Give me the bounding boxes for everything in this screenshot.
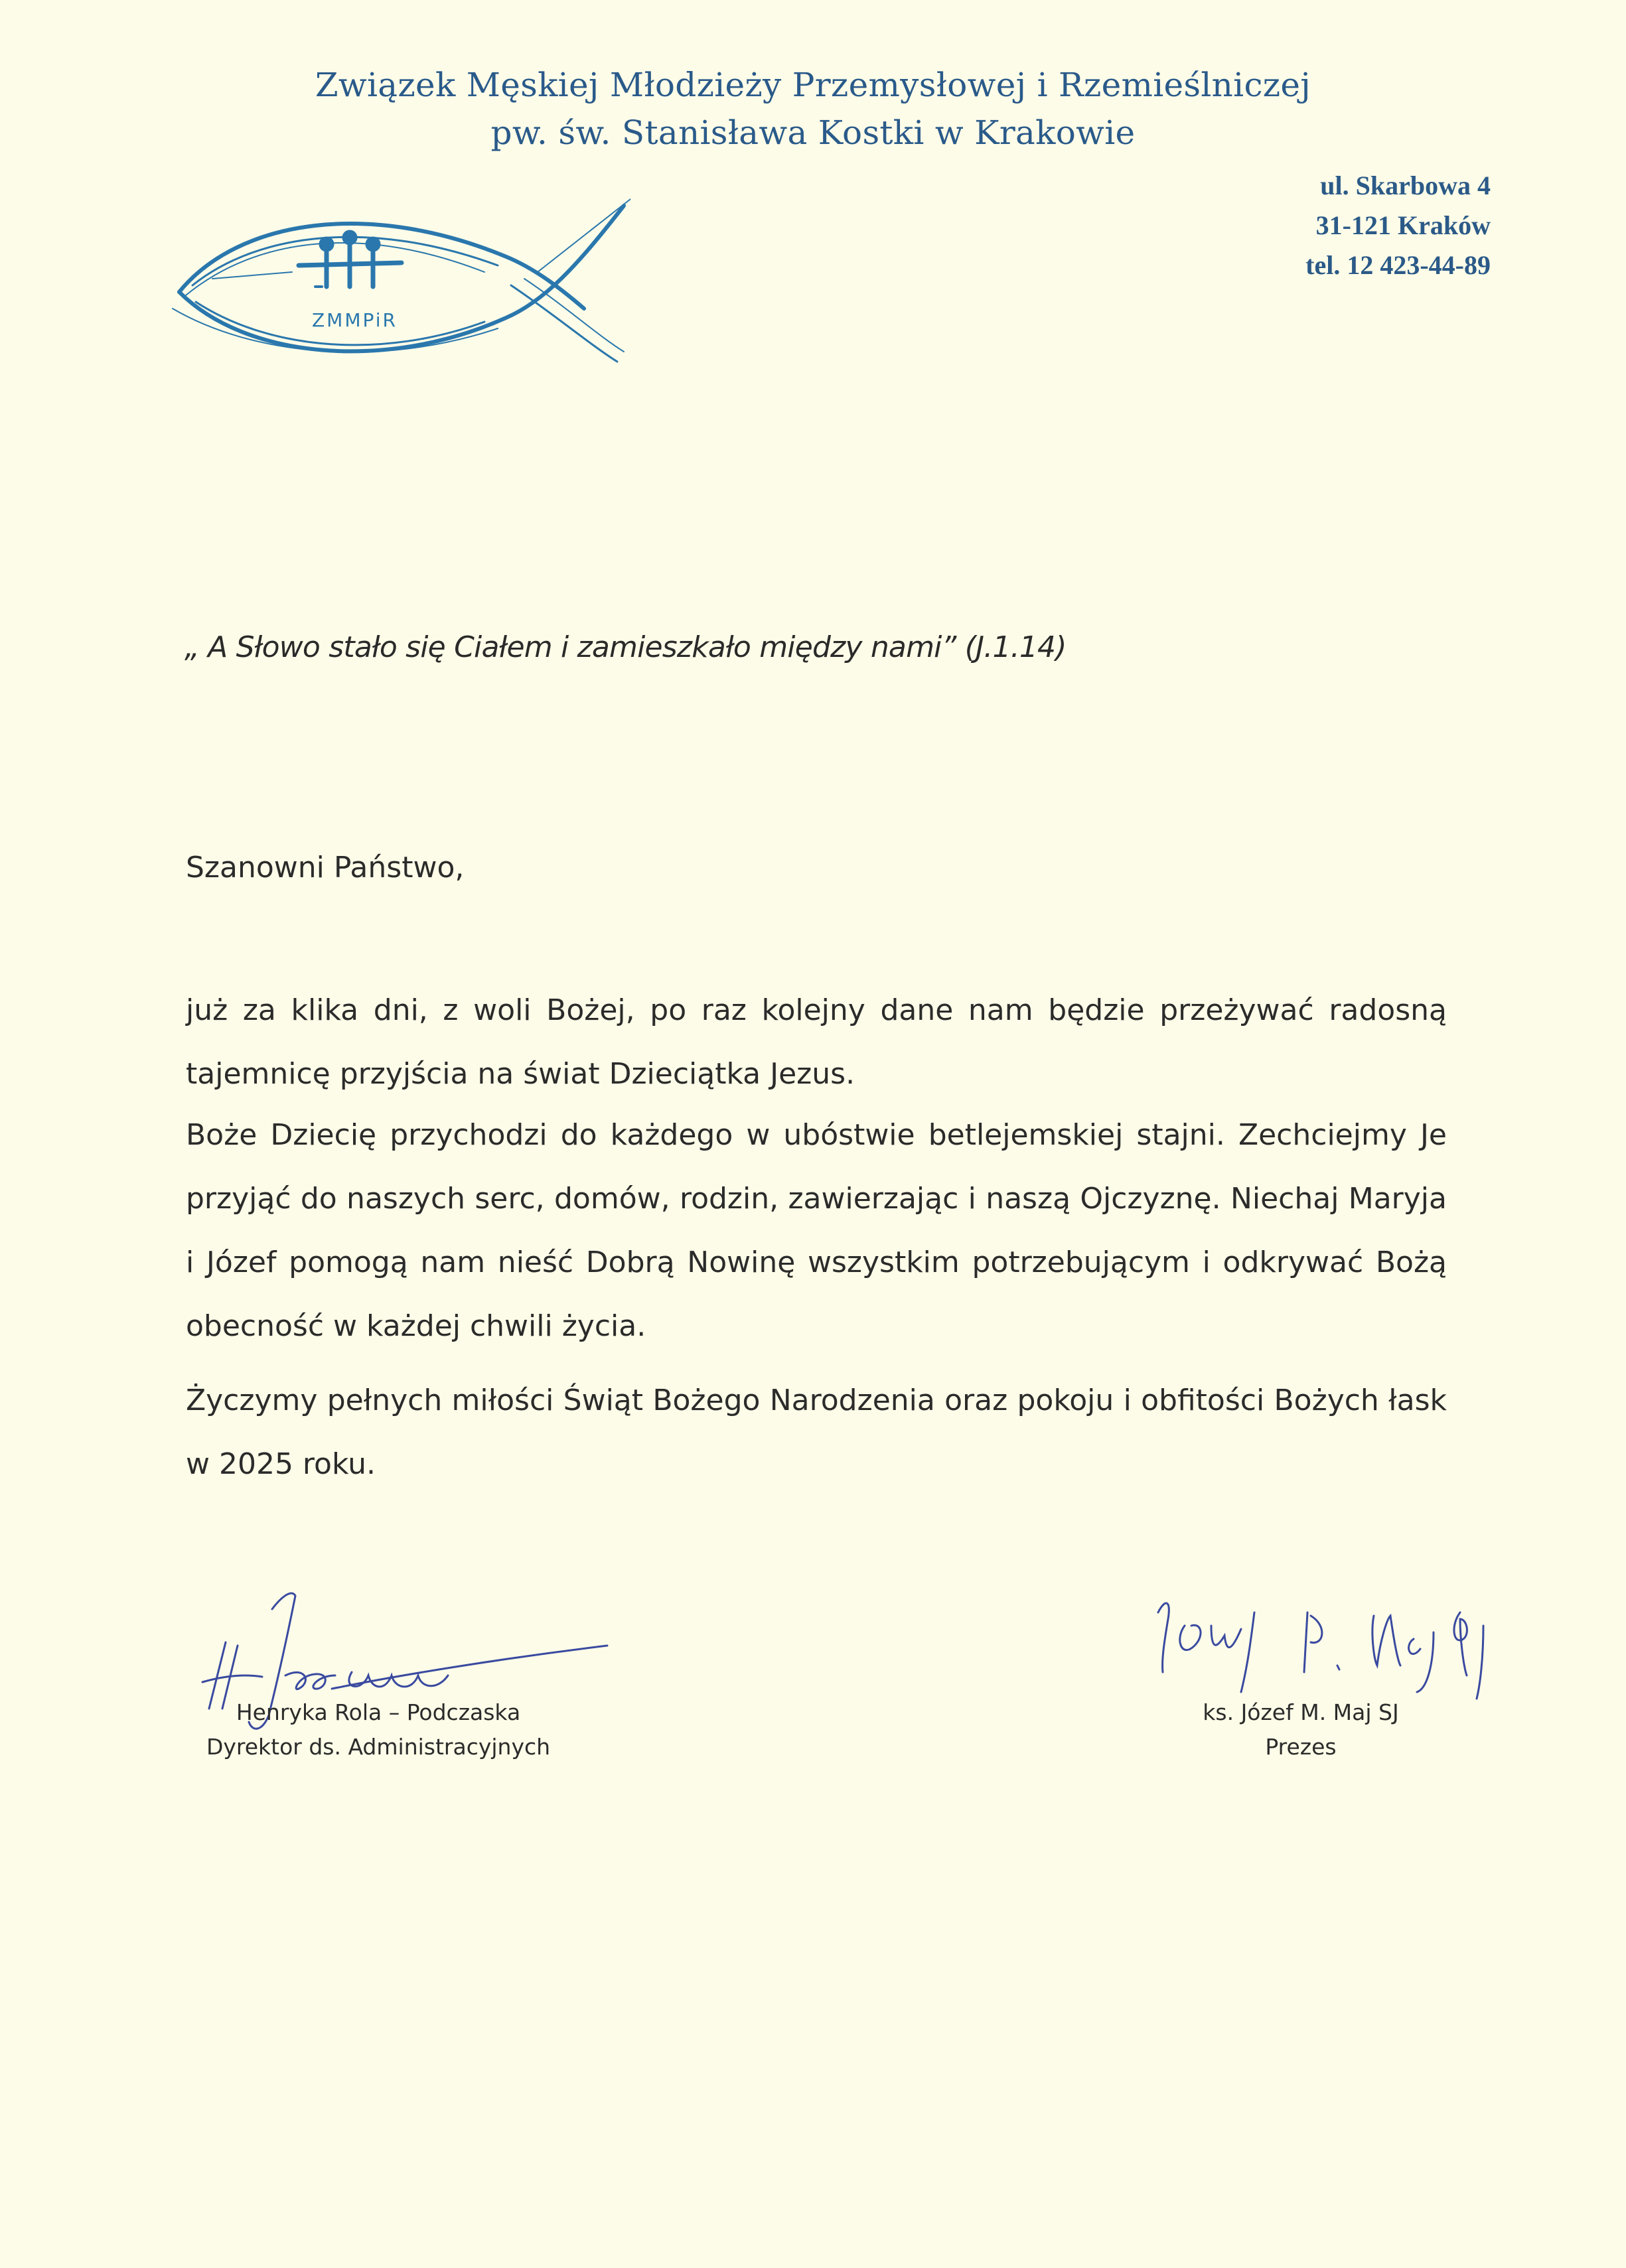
address-phone: tel. 12 423-44-89	[1305, 250, 1491, 280]
signature-left-name: Henryka Rola – Podczaska	[236, 1699, 521, 1725]
signature-right-icon	[1148, 1573, 1493, 1705]
signature-left	[186, 1695, 571, 1764]
address-block	[1305, 166, 1491, 285]
paragraph-1: już za klika dni, z woli Bożej, po raz kolejny dane nam będzie przeżywać radosną tajemnicę przyjścia na świat Dzieciątka Jezus.	[186, 993, 1447, 1091]
paragraph-2: Boże Dziecię przychodzi do każdego w ubóstwie betlejemskiej stajni. Zechciejmy Je przyjąć do naszych serc, domów, rodzin, zawierzając i naszą Ojczyznę. Niechaj Maryja i Józef pomogą nam nieść Dobrą Nowinę wszystkim potrzebującym i odkrywać Bożą obecność w każdej chwili życia.	[186, 1118, 1447, 1343]
org-name-line1: Związek Męskiej Młodzieży Przemysłowej i Rzemieślniczej	[315, 66, 1311, 104]
svg-text:ZMMPiR: ZMMPiR	[312, 309, 398, 331]
org-name-line2: pw. św. Stanisława Kostki w Krakowie	[490, 113, 1136, 152]
address-street: ul. Skarbowa 4	[1320, 171, 1491, 200]
paragraph-3: Życzymy pełnych miłości Świąt Bożego Narodzenia oraz pokoju i obfitości Bożych łask w 2025 roku.	[186, 1383, 1447, 1481]
salutation: Szanowni Państwo,	[186, 851, 465, 885]
address-city: 31-121 Kraków	[1315, 210, 1491, 240]
bible-quote: „ A Słowo stało się Ciałem i zamieszkało między nami” (J.1.14)	[185, 630, 1067, 664]
signature-right	[1088, 1695, 1513, 1764]
org-header	[0, 61, 1626, 157]
signature-right-name: ks. Józef M. Maj SJ	[1203, 1699, 1399, 1725]
signature-right-title: Prezes	[1265, 1734, 1337, 1760]
signature-left-title: Dyrektor ds. Administracyjnych	[206, 1734, 551, 1760]
fish-logo-icon	[166, 179, 630, 372]
